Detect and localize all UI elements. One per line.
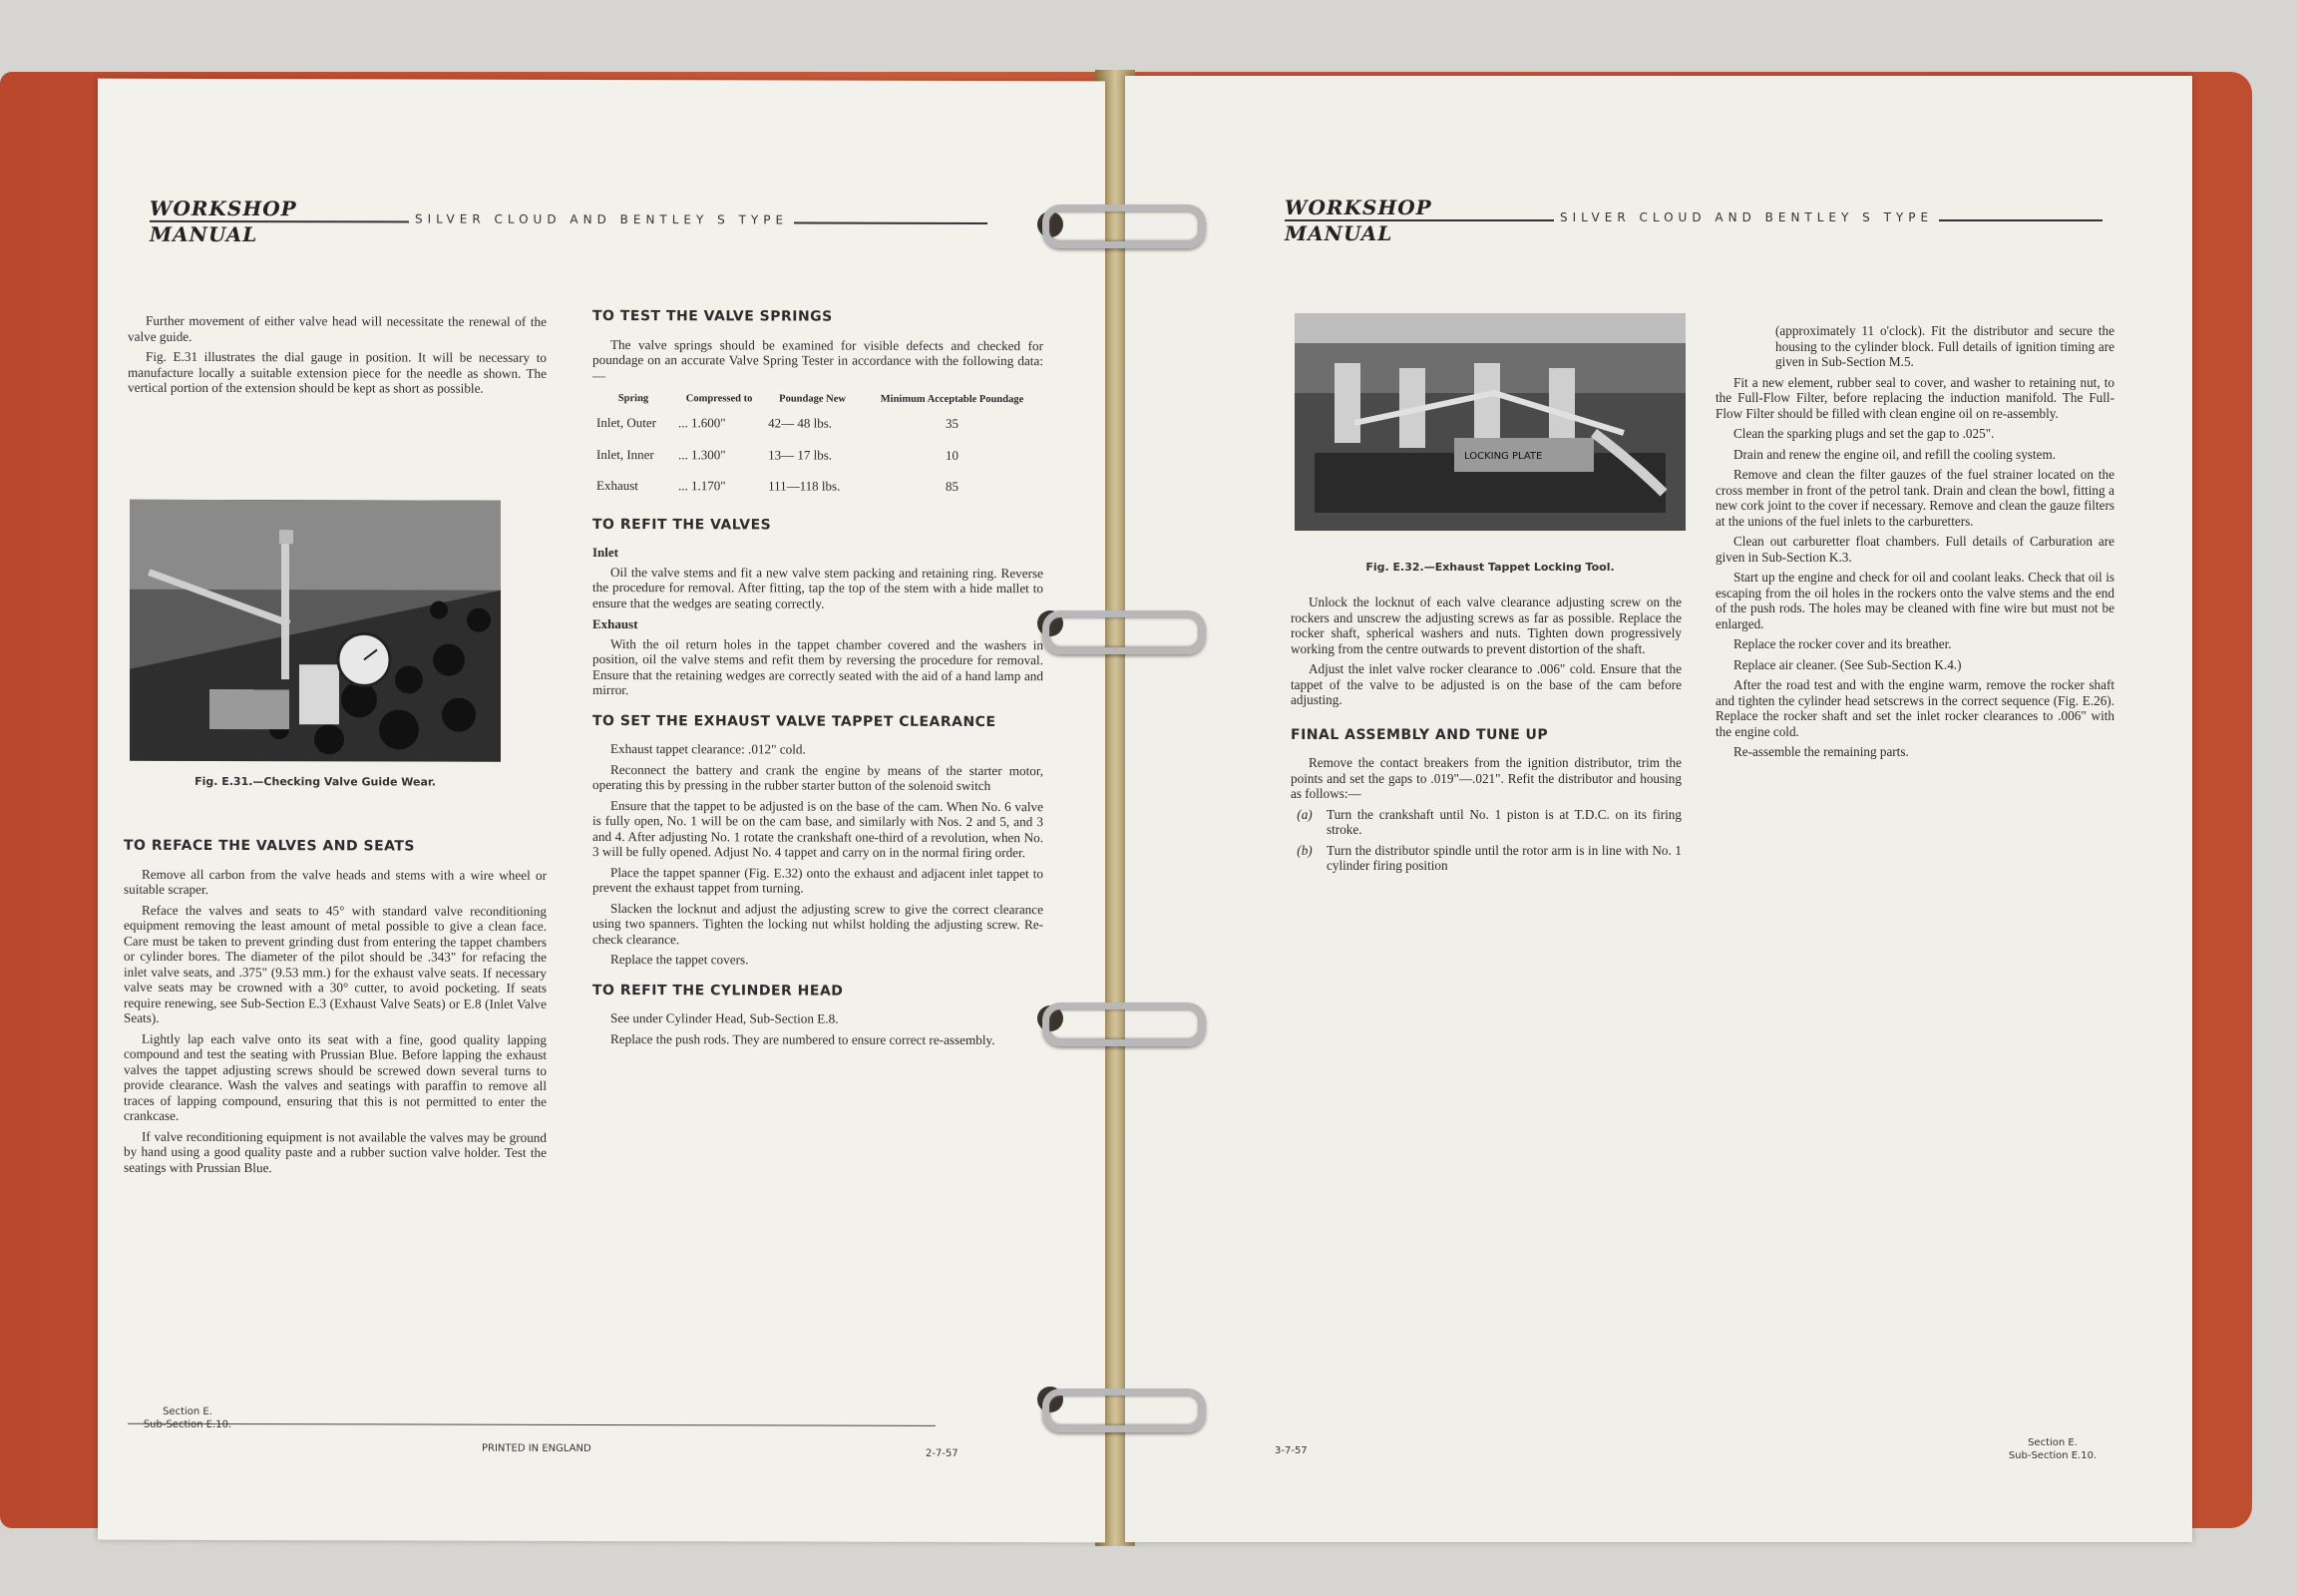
cylinder-head-para-1: See under Cylinder Head, Sub-Section E.8. — [610, 1010, 839, 1026]
inlet-text: Oil the valve stems and fit a new valve stem packing and retaining ring. Reverse the procedure for removal. After fitting, tap the top of the stem with a hide mallet to ensure that the wedges are seating correctly. — [592, 564, 1043, 611]
table-row — [592, 470, 1043, 503]
table-header: Spring — [617, 393, 649, 405]
table-cell: ... 1.300" — [678, 446, 726, 462]
left-page — [98, 79, 1105, 1543]
tappet-para-1: Exhaust tappet clearance: .012" cold. — [610, 741, 806, 757]
final-assembly-heading: FINAL ASSEMBLY AND TUNE UP — [1291, 726, 1549, 743]
footer-section-block — [1983, 1436, 2122, 1462]
final-intro: Remove the contact breakers from the ignition distributor, trim the points and set the gaps to .019"—.021". Refit the distributor and housing as follows:— — [1291, 755, 1682, 801]
binder-ring — [1042, 610, 1206, 654]
footer-date: 2-7-57 — [926, 1447, 958, 1459]
springs-heading: TO TEST THE VALVE SPRINGS — [592, 307, 833, 325]
table-cell: Exhaust — [596, 477, 638, 494]
reface-heading: TO REFACE THE VALVES AND SEATS — [124, 837, 416, 855]
binder-ring — [1042, 1389, 1206, 1432]
header-workshop: WORKSHOP — [1285, 196, 1432, 219]
exhaust-text: With the oil return holes in the tappet chamber covered and the washers in position, oil the valve stems and refit them by reversing the procedure for removal. Ensure that the retaining wedges are correctly seated with the aid of a hand lamp and mirror. — [592, 635, 1043, 698]
tappet-para-2: Reconnect the battery and crank the engine by means of the starter motor, operating this by pressing in the rubber starter button of the solenoid switch — [592, 761, 1043, 794]
right-para-6: Clean out carburetter float chambers. Full details of Carburation are given in Sub-Section K.3. — [1716, 534, 2114, 565]
table-header: Compressed to — [685, 393, 753, 405]
fig31-photo — [130, 500, 501, 762]
table-cell: 111—118 lbs. — [768, 478, 841, 494]
table-cell: 42— 48 lbs. — [768, 415, 833, 431]
right-para-8: Replace the rocker cover and its breather. — [1733, 636, 1952, 651]
footer-printed: PRINTED IN ENGLAND — [482, 1442, 591, 1454]
refit-valves-heading: TO REFIT THE VALVES — [592, 516, 772, 533]
intro-para-1: Further movement of either valve head will necessitate the renewal of the valve guide. — [128, 312, 547, 344]
list-item — [1291, 843, 1682, 874]
footer-section: Section E. — [2028, 1437, 2078, 1448]
dial-gauge-illustration — [130, 500, 501, 762]
right-column-2 — [1716, 323, 2114, 765]
tappet-para-4: Place the tappet spanner (Fig. E.32) onto the exhaust and adjacent inlet tappet to prevent the exhaust tappet from turning. — [592, 864, 1043, 896]
tappet-para-5: Slacken the locknut and adjust the adjusting screw to give the correct clearance using two spanners. Tighten the locking nut whilst holding the adjusting screw. Re-check clearance. — [592, 900, 1043, 947]
cylinder-head-para-2: Replace the push rods. They are numbered to ensure correct re-assembly. — [610, 1030, 995, 1047]
footer-rule — [128, 1423, 936, 1426]
left-column-2 — [592, 309, 1043, 1052]
right-para-2: Fit a new element, rubber seal to cover, and washer to retaining nut, to the Full-Flow Filter, before replacing the induction manifold. The Full-Flow Filter should be filled with clean engine oil on re-assembly. — [1716, 374, 2114, 421]
right-para-5: Remove and clean the filter gauzes of the fuel strainer located on the cross member in front of the petrol tank. Drain and clean the bowl, fitting a new cork joint to the cover if necessary. Remove and clean the gauze filters at the unions of the fuel inlets to the carburetters. — [1716, 467, 2114, 529]
table-cell: Inlet, Outer — [596, 414, 656, 431]
right-para-1: (approximately 11 o'clock). Fit the distributor and secure the housing to the cylinder block. Full details of ignition timing are given in Sub-Section M.5. — [1775, 323, 2114, 369]
reface-para-4: If valve reconditioning equipment is not available the valves may be ground by hand using a good quality paste and a rubber suction valve holder. Test the seatings with Prussian Blue. — [124, 1128, 547, 1175]
springs-intro: The valve springs should be examined for visible defects and checked for poundage on an accurate Valve Spring Tester in accordance with the following data:— — [592, 336, 1043, 383]
page-header-left — [150, 197, 1047, 258]
fig32-caption: Fig. E.32.—Exhaust Tappet Locking Tool. — [1365, 561, 1615, 574]
footer-subsection: Sub-Section E.10. — [143, 1418, 232, 1431]
table-cell: Inlet, Inner — [596, 446, 654, 462]
binder-ring — [1042, 204, 1206, 248]
footer-section: Section E. — [163, 1405, 212, 1417]
locking-plate-label: LOCKING PLATE — [1464, 451, 1543, 462]
intro-para-2: Fig. E.31 illustrates the dial gauge in position. It will be necessary to manufacture locally a suitable extension piece for the needle as shown. The vertical portion of the extension should be kept as short as possible. — [128, 348, 547, 396]
header-subtitle: SILVER CLOUD AND BENTLEY S TYPE — [1554, 210, 1939, 224]
unlock-para-1: Unlock the locknut of each valve clearance adjusting screw on the rockers and unscrew the adjusting screws as far as possible. Replace the rocker shaft, spherical washers and nuts. Tighten down progressively working from the centre outwards to prevent distortion of the shaft. — [1291, 595, 1682, 656]
right-para-3: Clean the sparking plugs and set the gap to .025". — [1733, 426, 1995, 441]
list-item-text: Turn the crankshaft until No. 1 piston is at T.D.C. on its firing stroke. — [1327, 806, 1682, 837]
right-para-9: Replace air cleaner. (See Sub-Section K.4.) — [1733, 656, 1962, 672]
header-workshop: WORKSHOP — [150, 196, 297, 221]
header-manual: MANUAL — [1285, 221, 1393, 245]
spring-data-table — [592, 391, 1043, 503]
footer-section-block — [128, 1405, 247, 1431]
reface-para-3: Lightly lap each valve onto its seat with a fine, good quality lapping compound and test the seating with Prussian Blue. Before lapping the exhaust valves the tappet adjusting screws should be screwed down several turns to provide clearance. Wash the valves and seatings with paraffin to remove all traces of lapping compound, ensuring that this is not permitted to enter the crankcase. — [124, 1030, 547, 1123]
tappet-heading: TO SET THE EXHAUST VALVE TAPPET CLEARANCE — [592, 712, 996, 730]
right-para-7: Start up the engine and check for oil and coolant leaks. Check that oil is escaping from the oil holes in the rockers onto the valve stems and the end of the push rods. The holes may be cleaned with fine wire but must not be enlarged. — [1716, 570, 2114, 631]
left-column-reface — [124, 823, 547, 1181]
exhaust-label: Exhaust — [592, 615, 638, 632]
table-cell: 13— 17 lbs. — [768, 446, 833, 463]
table-header: Poundage New — [779, 393, 846, 405]
fig32-photo — [1295, 313, 1686, 531]
table-cell: ... 1.600" — [678, 415, 726, 431]
right-column-1 — [1291, 595, 1682, 879]
reface-para-1: Remove all carbon from the valve heads and stems with a wire wheel or suitable scraper. — [124, 866, 547, 897]
right-para-4: Drain and renew the engine oil, and refill the cooling system. — [1733, 446, 2056, 462]
table-cell: 35 — [946, 415, 958, 431]
list-item-label: (a) — [1297, 806, 1313, 822]
table-row — [592, 438, 1043, 471]
tappet-para-6: Replace the tappet covers. — [610, 952, 749, 968]
tappet-tool-illustration — [1295, 313, 1686, 531]
list-item-label: (b) — [1297, 842, 1313, 858]
right-para-11: Re-assemble the remaining parts. — [1733, 744, 1909, 759]
footer-subsection: Sub-Section E.10. — [2008, 1450, 2098, 1461]
left-column-intro — [128, 313, 547, 402]
table-cell: ... 1.170" — [678, 478, 726, 494]
table-cell: 85 — [946, 478, 958, 494]
reface-para-2: Reface the valves and seats to 45° with standard valve reconditioning equipment removing the least amount of metal possible to give a clean face. Care must be taken to prevent grinding dust from entering the tappet chambers or cylinder bores. The diameter of the pilot should be .343" for refacing the inlet valve seats, and .375" (9.53 mm.) for the exhaust valve seats. If necessary valve seats may be crowned with a 30° cutter, to avoid pocketing. If seats require renewing, see Sub-Section E.3 (Exhaust Valve Seats) or E.8 (Inlet Valve Seats). — [124, 902, 547, 1025]
inlet-label: Inlet — [592, 544, 618, 561]
page-header-right — [1285, 196, 2142, 255]
list-item — [1291, 807, 1682, 838]
footer-date: 3-7-57 — [1275, 1445, 1308, 1456]
binder-ring — [1042, 1002, 1206, 1046]
right-page — [1125, 76, 2192, 1542]
tappet-para-3: Ensure that the tappet to be adjusted is on the base of the cam. When No. 6 valve is fully open, No. 1 will be on the cam base, and similarly with Nos. 2 and 5, and 3 and 4. After adjusting No. 1 rotate the crankshaft one-third of a revolution, when No. 3 will be fully opened. Adjust No. 4 tappet and carry on in the normal firing order. — [592, 797, 1043, 861]
list-item-text: Turn the distributor spindle until the rotor arm is in line with No. 1 cylinder firing position — [1327, 842, 1682, 873]
table-row — [592, 407, 1043, 440]
header-subtitle: SILVER CLOUD AND BENTLEY S TYPE — [409, 211, 794, 226]
cylinder-head-heading: TO REFIT THE CYLINDER HEAD — [592, 982, 844, 999]
table-header: Minimum Acceptable Poundage — [880, 393, 1024, 406]
table-cell: 10 — [946, 447, 958, 463]
unlock-para-2: Adjust the inlet valve rocker clearance to .006" cold. Ensure that the tappet of the valve to be adjusted is on the base of the cam before adjusting. — [1291, 661, 1682, 707]
fig31-caption: Fig. E.31.—Checking Valve Guide Wear. — [194, 774, 436, 789]
right-para-10: After the road test and with the engine warm, remove the rocker shaft and tighten the cylinder head setscrews in the correct sequence (Fig. E.26). Replace the rocker shaft and set the inlet rocker clearances to .006" with the engine cold. — [1716, 677, 2114, 739]
header-manual: MANUAL — [150, 221, 258, 247]
